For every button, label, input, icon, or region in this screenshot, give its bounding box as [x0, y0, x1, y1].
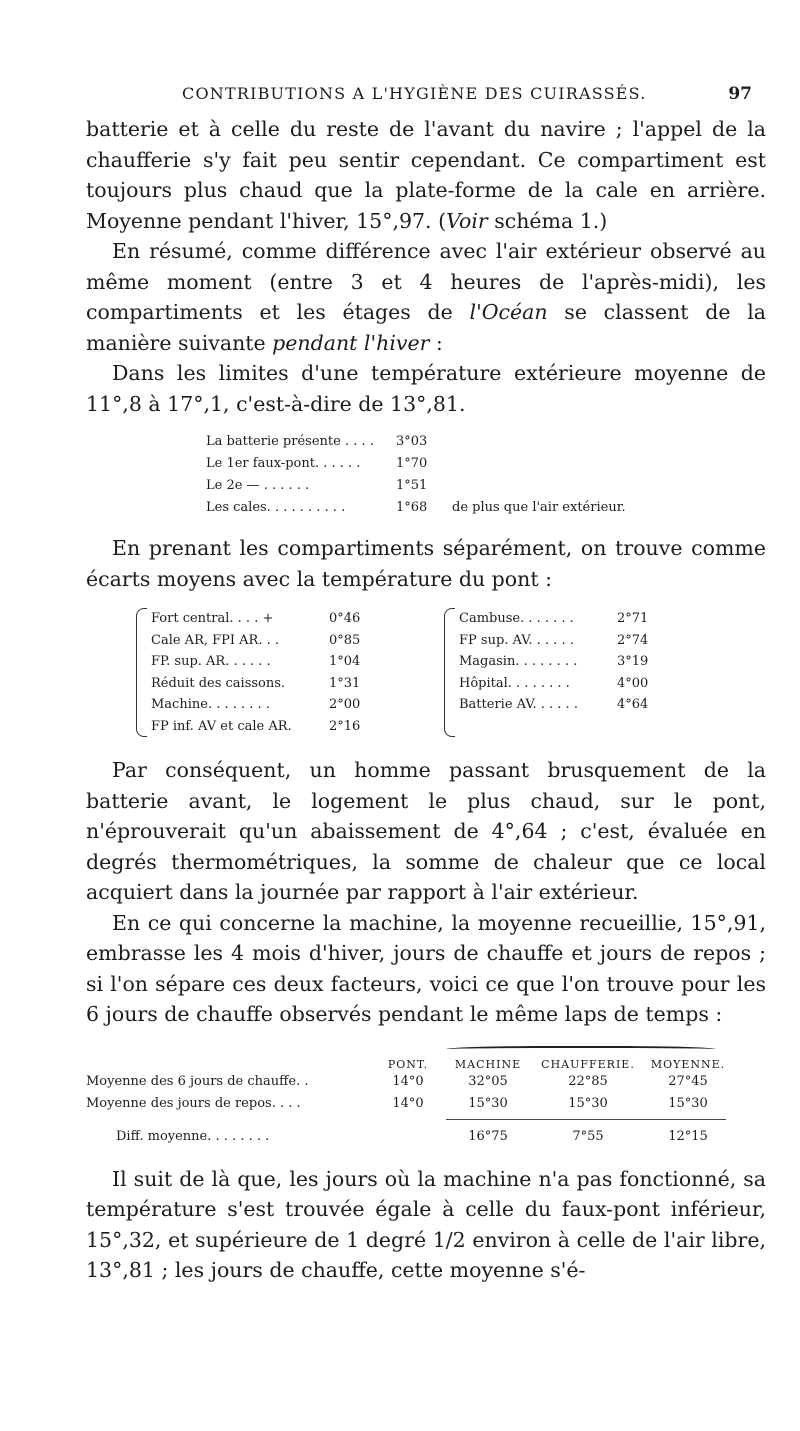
- table-row: Cale AR, FPI AR. . . 0°85: [151, 632, 361, 648]
- divider: [446, 1119, 726, 1120]
- table-row: Cambuse. . . . . . . 2°71: [459, 611, 649, 626]
- table-row: FP. sup. AR. . . . . . 1°04: [151, 654, 361, 669]
- list-item: La batterie présente . . . . 3°03: [206, 434, 428, 449]
- paragraph-conclusion: Il suit de là que, les jours où la machine n'a pas fonctionné, sa température s'est trouvée égale à celle du faux-pont inférieur, 15°,32, et supérieure de 1 degré 1/2 environ à celle de l'air libre, 13°,81 ; les jours de chauffe, cette moyenne s'é-: [86, 1166, 766, 1282]
- table-header: PONT. MACHINE CHAUFFERIE. MOYENNE.: [387, 1057, 726, 1071]
- paragraph-batterie: batterie et à celle du reste de l'avant du navire ; l'appel de la chaufferie s'y fait peu sentir cependant. Ce compartiment est toujours plus chaud que la plate-forme de la cale en arrière. Moyenne pendant l'hiver, 15°,97. (Voir schéma 1.): [86, 117, 766, 233]
- paragraph-compartiments: En prenant les compartiments séparément, on trouve comme écarts moyens avec la température du pont :: [86, 536, 766, 591]
- table-row: FP inf. AV et cale AR. 2°16: [151, 718, 361, 734]
- paragraph-consequence: Par conséquent, un homme passant brusquement de la batterie avant, le logement le plus chaud, sur le pont, n'éprouverait qu'un abaissement de 4°,64 ; c'est, évaluée en degrés thermométriques, la somme de chaleur que ce local acquiert dans la journée par rapport à l'air extérieur.: [86, 758, 766, 904]
- paragraph-limites: Dans les limites d'une température extérieure moyenne de 11°,8 à 17°,1, c'est-à-dire de 13°,81.: [86, 361, 766, 416]
- book-page: [86, 80, 766, 1286]
- machine-table: [86, 1046, 766, 1148]
- paragraph-resume: En résumé, comme différence avec l'air extérieur observé au même moment (entre 3 et 4 heures de l'après-midi), les compartiments et les étages de l'Océan se classent de la manière suivante pendant l'hiver :: [86, 239, 767, 355]
- header-brace: [446, 1046, 716, 1054]
- list-item: Le 1er faux-pont. . . . . . 1°70: [206, 456, 428, 471]
- table-row: FP sup. AV. . . . . . 2°74: [459, 632, 649, 648]
- compartment-table: [136, 608, 766, 737]
- page-number: 97: [728, 84, 752, 104]
- table-row: Moyenne des jours de repos. . . . 14°0 15°30 15°30 15°30: [86, 1095, 708, 1111]
- compartment-column-right: [444, 608, 724, 737]
- table-row: Réduit des caissons. 1°31: [151, 675, 361, 691]
- left-brace: [444, 608, 455, 737]
- table-row: Moyenne des 6 jours de chauffe. . 14°0 32°05 22°85 27°45: [86, 1073, 708, 1089]
- table-row: Machine. . . . . . . . 2°00: [151, 697, 361, 712]
- list-note: de plus que l'air extérieur.: [452, 500, 626, 515]
- table-total-row: Diff. moyenne. . . . . . . . 16°75 7°55 12°15: [116, 1128, 708, 1144]
- running-title: CONTRIBUTIONS A L'HYGIÈNE DES CUIRASSÉS.: [182, 84, 647, 103]
- table-row: Magasin. . . . . . . . 3°19: [459, 654, 649, 669]
- table-row: Fort central. . . . + 0°46: [151, 611, 361, 626]
- table-row: Batterie AV. . . . . . 4°64: [459, 697, 649, 712]
- paragraph-machine: En ce qui concerne la machine, la moyenne recueillie, 15°,91, embrasse les 4 mois d'hiver, jours de chauffe et jours de repos ; si l'on sépare ces deux facteurs, voici ce que l'on trouve pour les 6 jours de chauffe observés pendant le même laps de temps :: [86, 910, 766, 1026]
- list-item: Le 2e — . . . . . . 1°51: [206, 478, 428, 493]
- page-header: [86, 80, 766, 114]
- list-item: Les cales. . . . . . . . . . 1°68 de plus que l'air extérieur.: [206, 497, 766, 519]
- compartment-column-left: [136, 608, 426, 737]
- left-brace: [136, 608, 147, 737]
- table-row: Hôpital. . . . . . . . 4°00: [459, 675, 649, 691]
- difference-list: [206, 431, 766, 519]
